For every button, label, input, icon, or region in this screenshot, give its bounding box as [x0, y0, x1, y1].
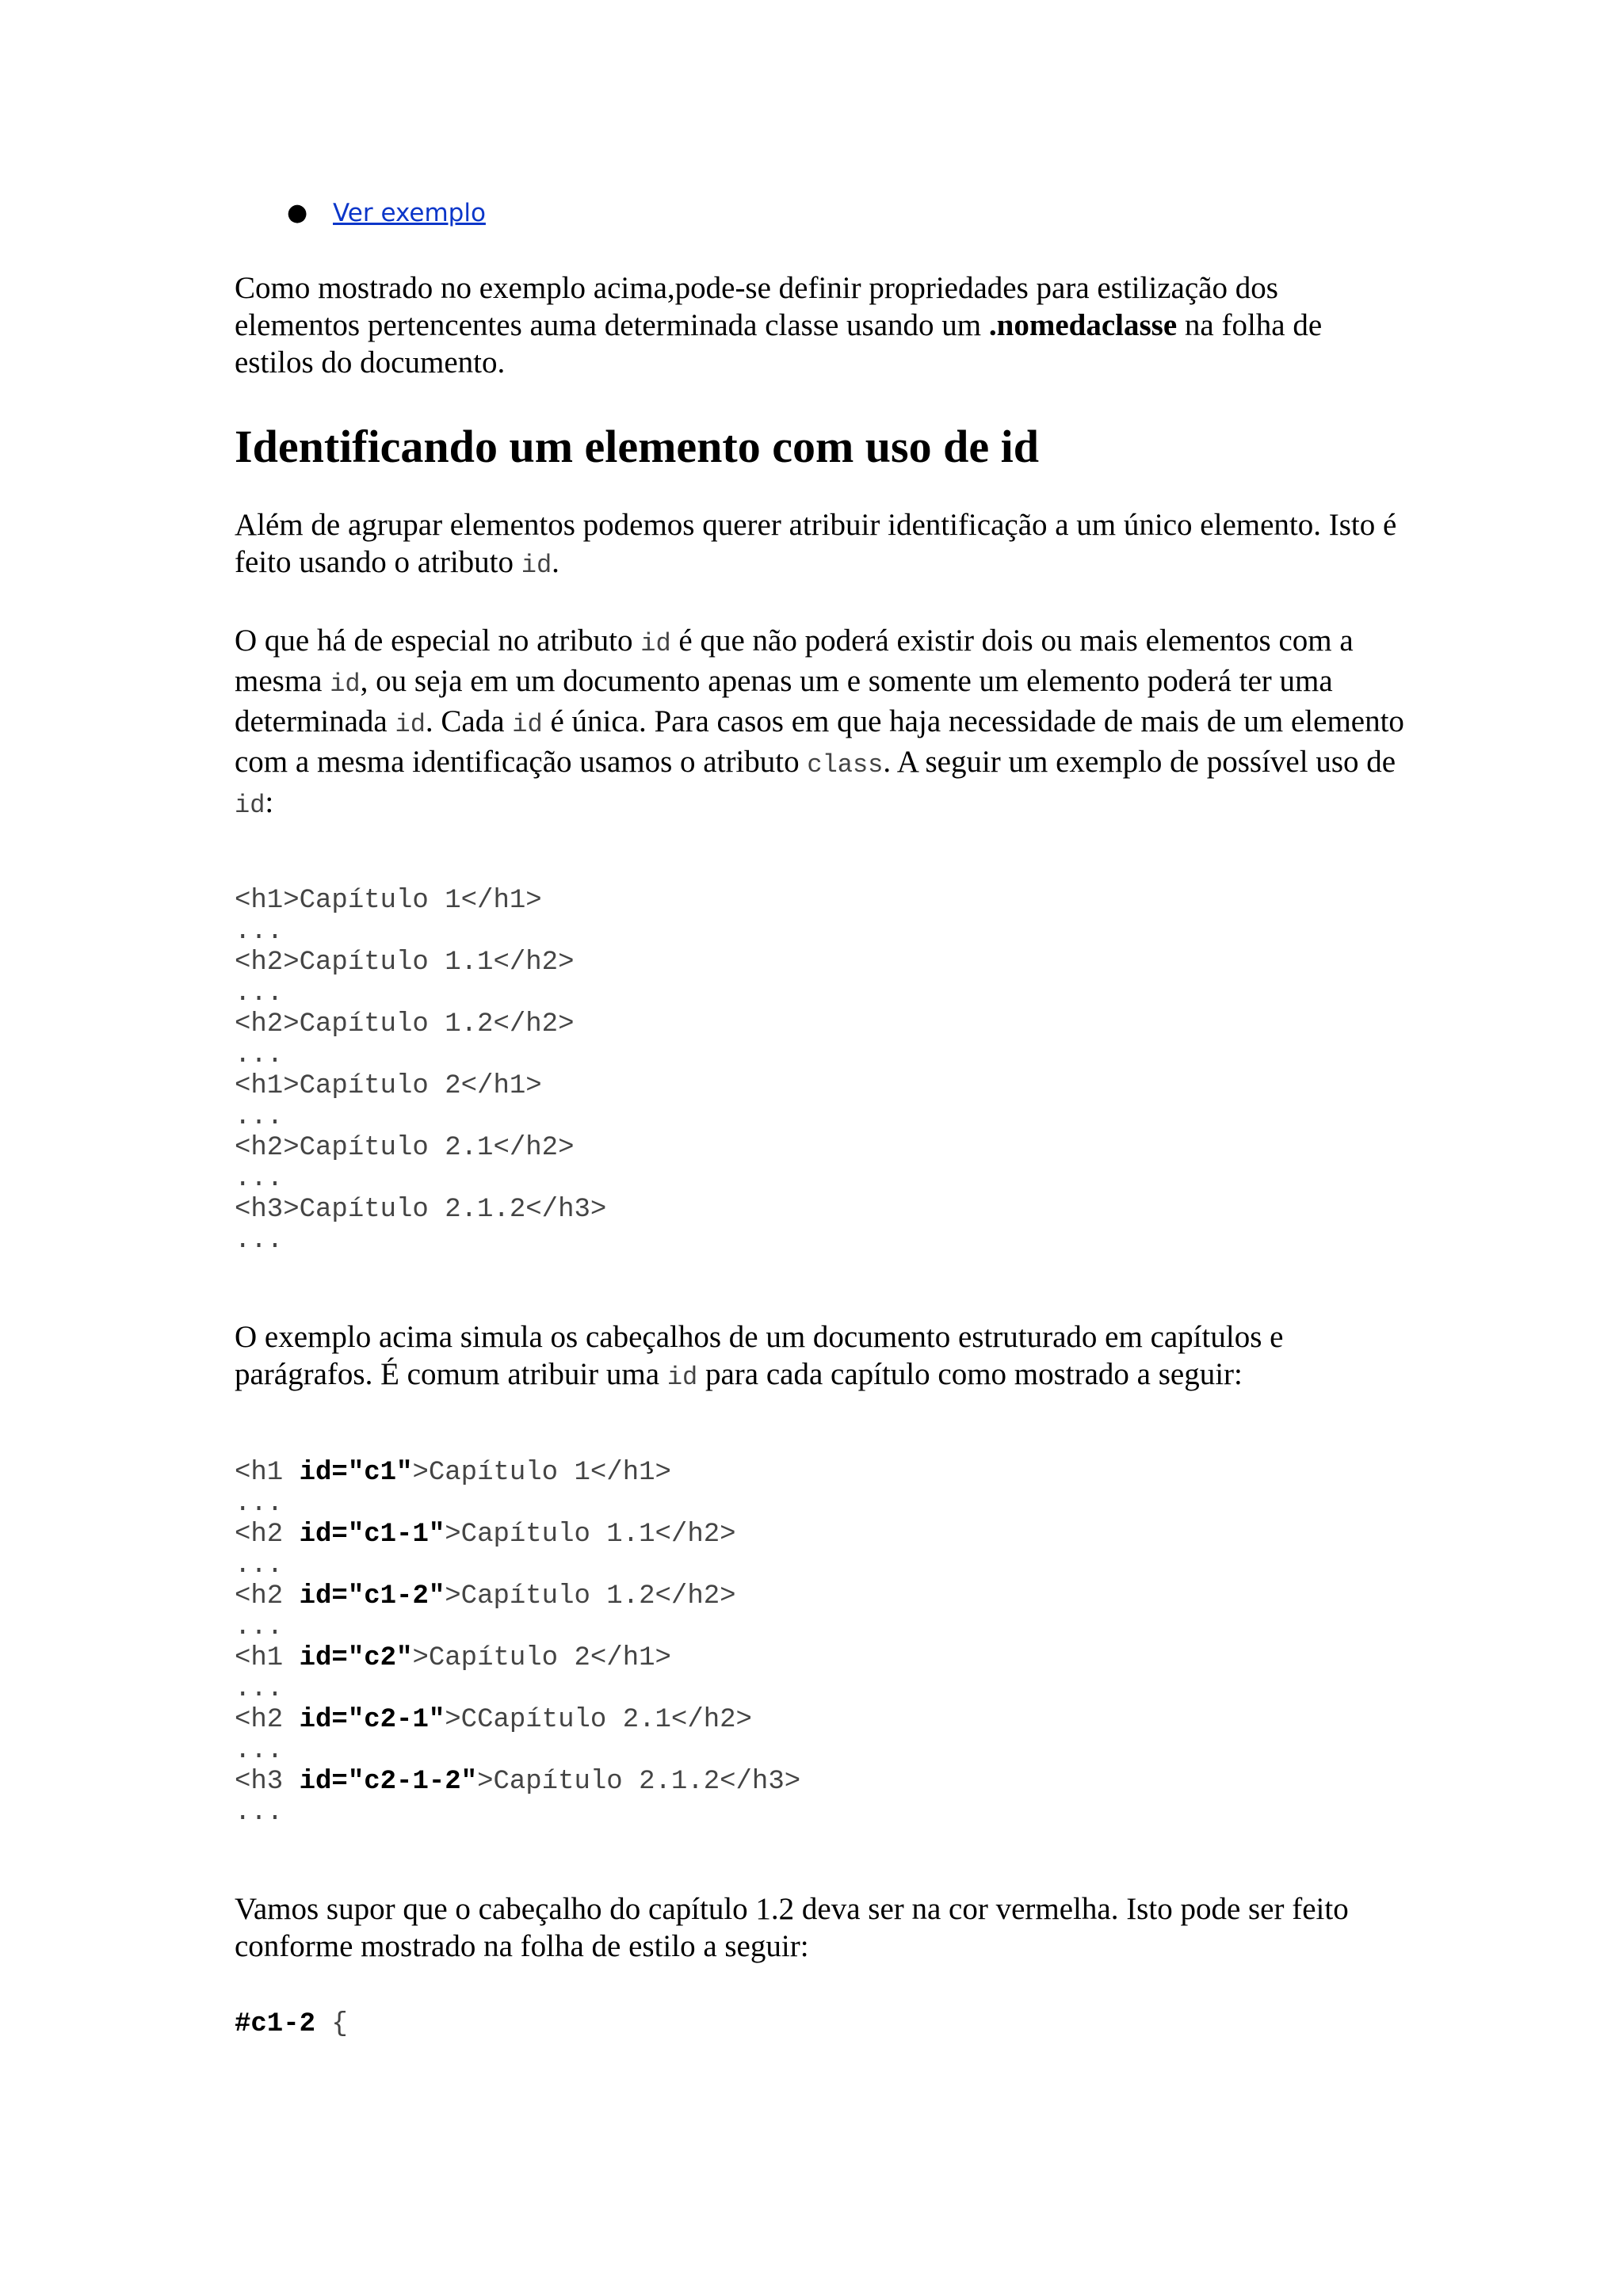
text-segment: . A seguir um exemplo de possível uso de	[883, 745, 1396, 779]
text-segment: O exemplo acima simula os cabeçalhos de um documento estruturado em capítulos e parágrafos. É comum atribuir uma	[235, 1320, 1284, 1391]
paragraph-red-heading: Vamos supor que o cabeçalho do capítulo 1.2 deva ser na cor vermelha. Isto pode ser feito conforme mostrado na folha de estilo a seguir:	[235, 1892, 1349, 1963]
code-line	[235, 1520, 736, 1550]
text-segment: O que há de especial no atributo	[235, 624, 641, 658]
id-attribute: id="c2-1-2"	[299, 1767, 478, 1797]
code-line	[235, 1643, 671, 1673]
code-line	[235, 1674, 283, 1704]
text-segment: Além de agrupar elementos podemos querer atribuir identificação a um único elemento. Isto é feito usando o atributo	[235, 508, 1397, 579]
code-line: ...	[235, 1102, 284, 1132]
code-block-headings-with-ids	[235, 1458, 1407, 1829]
paragraph-id-intro	[235, 506, 1407, 584]
code-text: >CCapítulo 2.1</h2>	[445, 1705, 752, 1735]
inline-code: id	[395, 710, 426, 739]
inline-code: id	[666, 1363, 698, 1392]
code-line	[235, 1736, 283, 1766]
code-text: <h1	[235, 1458, 300, 1488]
text-segment: . Cada	[425, 704, 513, 738]
inline-code: id	[640, 629, 671, 658]
code-text: >Capítulo 1</h1>	[412, 1458, 671, 1488]
code-text: >Capítulo 2.1.2</h3>	[477, 1767, 801, 1797]
code-line: <h2>Capítulo 1.2</h2>	[235, 1009, 575, 1039]
code-text: <h1	[235, 1643, 300, 1673]
code-line: <h1>Capítulo 1</h1>	[235, 886, 542, 916]
ver-exemplo-link[interactable]: Ver exemplo	[333, 199, 486, 227]
code-text: >Capítulo 1.2</h2>	[445, 1581, 736, 1611]
code-line	[235, 1798, 283, 1828]
code-text: <h2	[235, 1705, 300, 1735]
code-text: ...	[235, 1550, 284, 1581]
code-text: ...	[235, 1489, 284, 1519]
paragraph-class-explanation	[235, 269, 1407, 381]
section-heading: Identificando um elemento com uso de id	[235, 421, 1039, 472]
code-line: ...	[235, 1040, 284, 1070]
code-text: ...	[235, 1612, 284, 1642]
bullet-icon: ●	[287, 199, 308, 227]
code-line: ...	[235, 1164, 284, 1194]
code-line	[235, 1489, 283, 1519]
text-segment: , ou seja em um documento apenas um e somente um elemento poderá ter uma determinada	[235, 664, 1333, 738]
code-line	[235, 1767, 800, 1797]
text-segment: :	[265, 785, 274, 819]
id-attribute: id="c1-2"	[299, 1581, 445, 1611]
inline-code: class	[807, 750, 884, 780]
code-line: <h1>Capítulo 2</h1>	[235, 1071, 542, 1101]
paragraph-heading-ids	[235, 1318, 1407, 1396]
code-line: <h2>Capítulo 2.1</h2>	[235, 1133, 575, 1163]
code-line	[235, 1581, 736, 1611]
code-line	[235, 1612, 283, 1642]
code-block-css	[235, 2009, 1407, 2040]
code-text: <h2	[235, 1581, 300, 1611]
text-segment: para cada capítulo como mostrado a seguir:	[697, 1357, 1243, 1391]
text-segment: .	[552, 545, 559, 579]
code-text: >Capítulo 1.1</h2>	[445, 1520, 736, 1550]
id-attribute: id="c1-1"	[299, 1520, 445, 1550]
code-text: <h2	[235, 1520, 300, 1550]
code-text: ...	[235, 1736, 284, 1766]
id-attribute: id="c2"	[299, 1643, 413, 1673]
inline-code: id	[330, 669, 361, 699]
id-attribute: id="c1"	[299, 1458, 413, 1488]
code-line	[235, 1705, 752, 1735]
link-list	[235, 193, 1407, 233]
code-line	[235, 1550, 283, 1581]
code-line: ...	[235, 1226, 284, 1256]
code-text: {	[315, 2009, 348, 2039]
text-segment: na folha de estilos do documento.	[235, 308, 1323, 379]
text-segment: é que não poderá existir dois ou mais elementos com a mesma	[235, 624, 1354, 698]
code-text: ...	[235, 1674, 284, 1704]
code-block-headings	[235, 886, 1407, 1257]
inline-code: id	[512, 710, 543, 739]
text-segment: Como mostrado no exemplo acima,pode-se definir propriedades para estilização dos elementos pertencentes auma determinada classe usando um	[235, 271, 1278, 342]
paragraph-id-uniqueness	[235, 622, 1407, 824]
inline-code: id	[521, 551, 552, 580]
text-segment: é única. Para casos em que haja necessidade de mais de um elemento com a mesma identificação usamos o atributo	[235, 704, 1404, 779]
id-attribute: id="c2-1"	[299, 1705, 445, 1735]
document-content	[235, 193, 1407, 2102]
code-text: >Capítulo 2</h1>	[412, 1643, 671, 1673]
code-line: ...	[235, 917, 284, 947]
code-line: <h2>Capítulo 1.1</h2>	[235, 948, 575, 978]
inline-code: id	[235, 791, 265, 820]
list-item	[287, 193, 1407, 233]
css-selector: #c1-2	[235, 2009, 316, 2039]
code-text: ...	[235, 1798, 284, 1828]
code-line: ...	[235, 978, 284, 1009]
class-selector-term: .nomedaclasse	[988, 308, 1178, 342]
code-line: <h3>Capítulo 2.1.2</h3>	[235, 1195, 607, 1225]
code-line	[235, 1458, 671, 1488]
code-text: <h3	[235, 1767, 300, 1797]
